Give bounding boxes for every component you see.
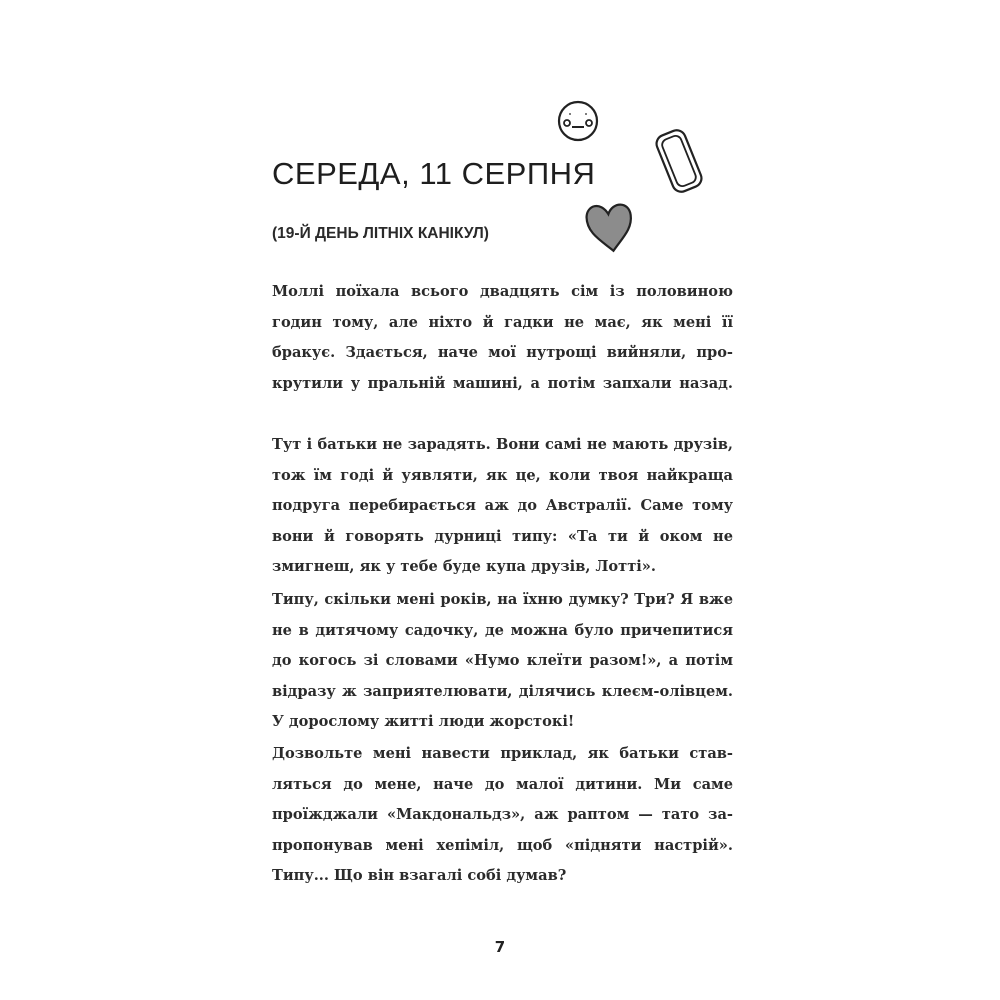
text-line: вони й говорять дурниці типу: «Та ти й оком не xyxy=(272,527,733,545)
heart-doodle-icon xyxy=(582,196,638,256)
text-line: бракує. Здається, наче мої нутрощі вийняли, про- xyxy=(272,344,733,362)
text-line: Тут і батьки не зарадять. Вони самі не мають друзів, xyxy=(272,436,733,453)
text-line: пропонував мені хепіміл, щоб «підняти настрій». xyxy=(272,836,733,854)
chapter-subtitle: (19-Й ДЕНЬ ЛІТНІХ КАНІКУЛ) xyxy=(272,225,489,242)
chapter-title: СЕРЕДА, 11 СЕРПНЯ xyxy=(272,156,596,191)
text-line: до когось зі словами «Нумо клеїти разом!», а потім xyxy=(272,652,733,670)
text-line: змигнеш, як у тебе буде купа друзів, Лотті». xyxy=(272,558,656,576)
paragraph-4 xyxy=(272,739,733,892)
text-line: У дорослому житті люди жорстокі! xyxy=(272,713,575,731)
text-line: Дозвольте мені навести приклад, як батьки став- xyxy=(272,745,733,762)
paragraph-1 xyxy=(272,277,733,399)
page-number: 7 xyxy=(494,938,506,956)
text-line: годин тому, але ніхто й гадки не має, як мені її xyxy=(272,313,733,331)
text-line: подруга перебирається аж до Австралії. Саме тому xyxy=(272,497,733,515)
text-line: Типу, скільки мені років, на їхню думку? Три? Я вже xyxy=(272,591,733,608)
text-line: проїжджали «Макдональдз», аж раптом — тато за- xyxy=(272,806,733,824)
phone-doodle-icon xyxy=(650,125,708,197)
text-line: тож їм годі й уявляти, як це, коли твоя найкраща xyxy=(272,466,733,484)
text-line: відразу ж заприятелювати, ділячись клеєм-олівцем. xyxy=(272,682,733,700)
text-line: не в дитячому садочку, де можна було причепитися xyxy=(272,621,733,639)
text-line: Типу... Що він взагалі собі думав? xyxy=(272,867,567,885)
paragraph-2 xyxy=(272,430,733,583)
face-doodle-icon xyxy=(555,98,601,144)
text-line: Моллі поїхала всього двадцять сім із половиною xyxy=(272,283,733,300)
text-line: крутили у пральній машині, а потім запхали назад. xyxy=(272,374,733,392)
paragraph-3 xyxy=(272,585,733,738)
text-line: ляться до мене, наче до малої дитини. Ми саме xyxy=(272,775,733,793)
